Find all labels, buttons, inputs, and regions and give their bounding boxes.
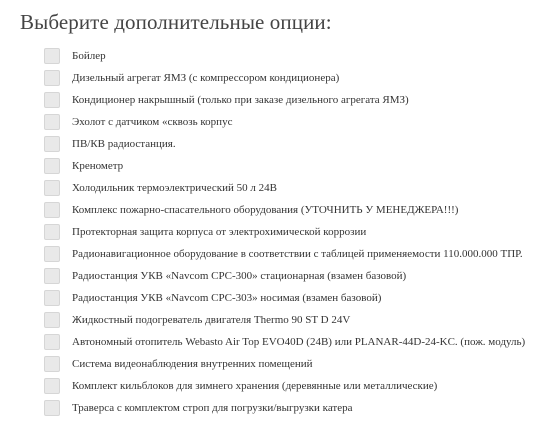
option-list xyxy=(44,45,525,419)
option-row[interactable] xyxy=(44,199,525,221)
option-checkbox[interactable] xyxy=(44,400,60,416)
option-checkbox[interactable] xyxy=(44,114,60,130)
option-checkbox[interactable] xyxy=(44,180,60,196)
option-row[interactable] xyxy=(44,265,525,287)
option-label[interactable]: Радионавигационное оборудование в соответствии с таблицей применяемости 110.000.000 ТПР. xyxy=(72,248,523,260)
option-checkbox[interactable] xyxy=(44,246,60,262)
option-checkbox[interactable] xyxy=(44,224,60,240)
option-label[interactable]: Бойлер xyxy=(72,50,106,62)
option-row[interactable] xyxy=(44,221,525,243)
option-checkbox[interactable] xyxy=(44,202,60,218)
option-row[interactable] xyxy=(44,287,525,309)
option-label[interactable]: Комплект кильблоков для зимнего хранения (деревянные или металлические) xyxy=(72,380,438,392)
option-label[interactable]: Комплекс пожарно-спасательного оборудования (УТОЧНИТЬ У МЕНЕДЖЕРА!!!) xyxy=(72,204,459,216)
option-label[interactable]: Кренометр xyxy=(72,160,124,172)
option-label[interactable]: Траверса с комплектом строп для погрузки/выгрузки катера xyxy=(72,402,353,414)
option-label[interactable]: Дизельный агрегат ЯМЗ (с компрессором кондиционера) xyxy=(72,72,340,84)
option-checkbox[interactable] xyxy=(44,312,60,328)
option-checkbox[interactable] xyxy=(44,136,60,152)
option-row[interactable] xyxy=(44,45,525,67)
option-checkbox[interactable] xyxy=(44,268,60,284)
option-label[interactable]: Эхолот с датчиком «сквозь корпус xyxy=(72,116,233,128)
option-checkbox[interactable] xyxy=(44,356,60,372)
option-checkbox[interactable] xyxy=(44,48,60,64)
option-row[interactable] xyxy=(44,155,525,177)
option-label[interactable]: Холодильник термоэлектрический 50 л 24В xyxy=(72,182,277,194)
option-label[interactable]: ПВ/КВ радиостанция. xyxy=(72,138,176,150)
option-label[interactable]: Радиостанция УКВ «Navcom CPC-303» носимая (взамен базовой) xyxy=(72,292,382,304)
option-row[interactable] xyxy=(44,331,525,353)
option-label[interactable]: Жидкостный подогреватель двигателя Thermo 90 ST D 24V xyxy=(72,314,351,326)
option-row[interactable] xyxy=(44,89,525,111)
option-label[interactable]: Система видеонаблюдения внутренних помещений xyxy=(72,358,313,370)
option-row[interactable] xyxy=(44,309,525,331)
option-checkbox[interactable] xyxy=(44,378,60,394)
option-row[interactable] xyxy=(44,177,525,199)
option-checkbox[interactable] xyxy=(44,92,60,108)
option-checkbox[interactable] xyxy=(44,290,60,306)
option-row[interactable] xyxy=(44,133,525,155)
option-label[interactable]: Радиостанция УКВ «Navcom CPC-300» стационарная (взамен базовой) xyxy=(72,270,407,282)
option-checkbox[interactable] xyxy=(44,70,60,86)
option-label[interactable]: Автономный отопитель Webasto Air Top EVO40D (24В) или PLANAR-44D-24-KC. (пож. модуль) xyxy=(72,336,526,348)
option-row[interactable] xyxy=(44,111,525,133)
option-row[interactable] xyxy=(44,67,525,89)
option-row[interactable] xyxy=(44,375,525,397)
page-title: Выберите дополнительные опции: xyxy=(20,10,332,34)
option-row[interactable] xyxy=(44,243,525,265)
option-checkbox[interactable] xyxy=(44,334,60,350)
option-row[interactable] xyxy=(44,397,525,419)
option-label[interactable]: Кондиционер накрышный (только при заказе дизельного агрегата ЯМЗ) xyxy=(72,94,409,106)
option-row[interactable] xyxy=(44,353,525,375)
option-checkbox[interactable] xyxy=(44,158,60,174)
option-label[interactable]: Протекторная защита корпуса от электрохимической коррозии xyxy=(72,226,367,238)
